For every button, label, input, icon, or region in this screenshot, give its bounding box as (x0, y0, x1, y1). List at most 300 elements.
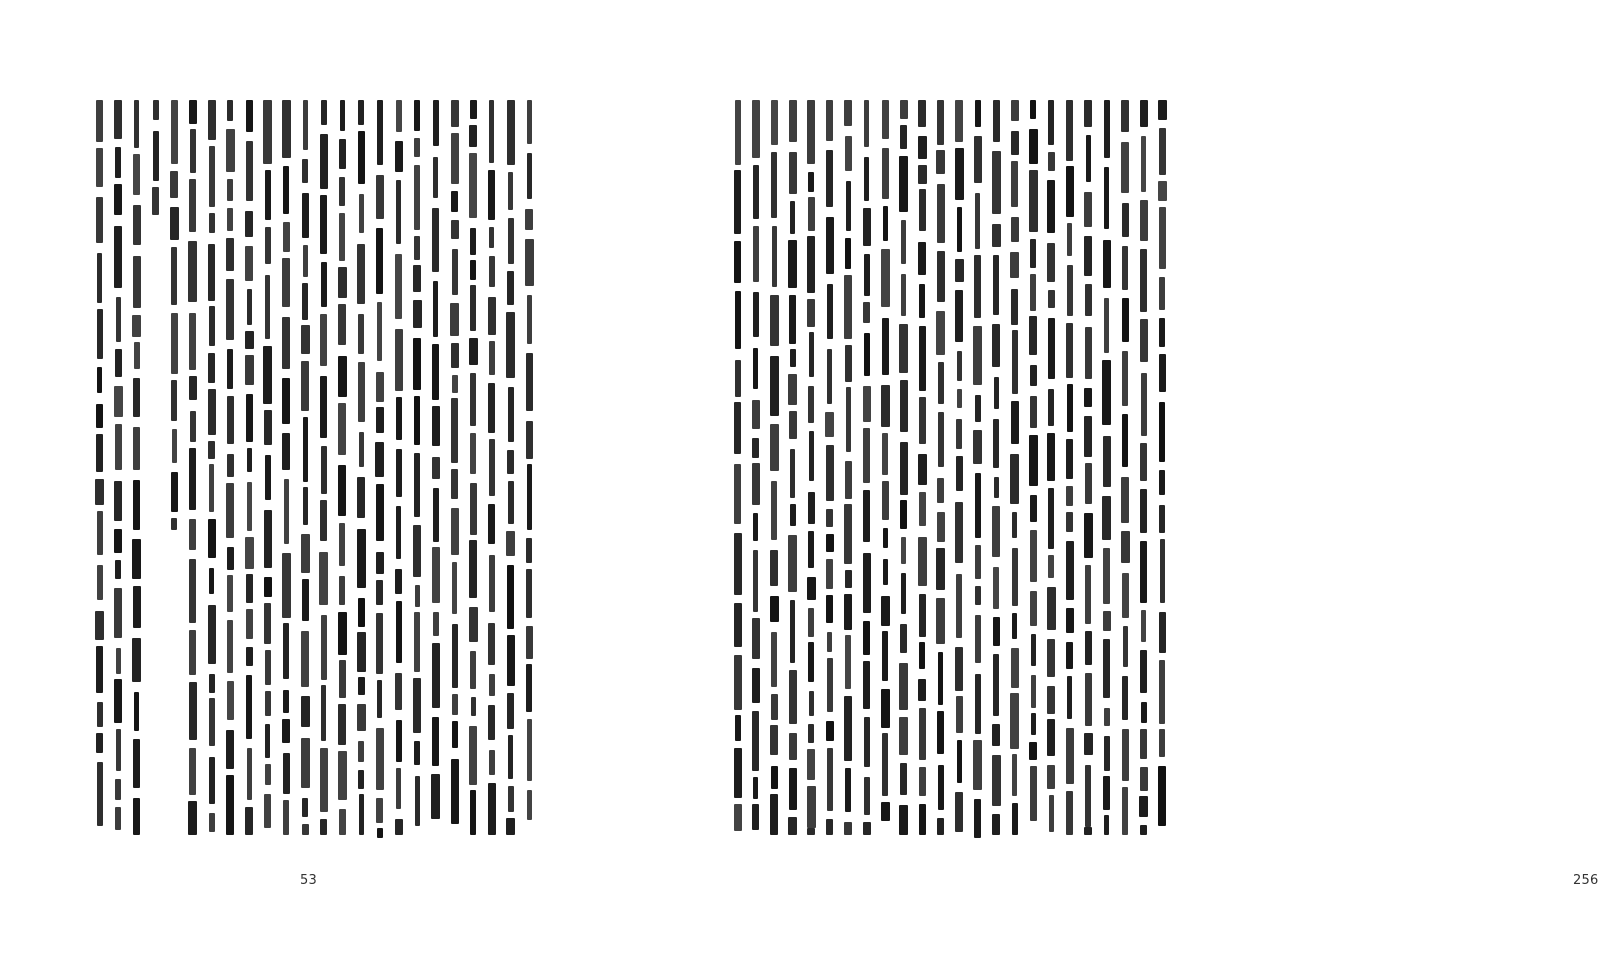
word-glyph (489, 227, 494, 248)
word-glyph (1159, 318, 1165, 347)
text-line (841, 100, 856, 835)
word-glyph (955, 259, 964, 282)
word-glyph (1047, 587, 1056, 630)
word-glyph (114, 529, 122, 553)
word-glyph (395, 254, 402, 319)
word-glyph (882, 148, 889, 199)
word-glyph (527, 719, 532, 781)
word-glyph (770, 725, 778, 755)
text-line (1099, 100, 1114, 835)
word-glyph (937, 478, 944, 503)
word-glyph (1102, 496, 1111, 540)
word-glyph (992, 151, 1001, 214)
word-glyph (376, 175, 384, 219)
word-glyph (1067, 265, 1073, 316)
word-glyph (900, 500, 907, 529)
word-glyph (752, 463, 760, 505)
word-glyph (863, 661, 870, 709)
word-glyph (452, 249, 458, 295)
word-glyph (955, 647, 963, 691)
word-glyph (358, 741, 364, 762)
word-glyph (1048, 318, 1055, 379)
word-glyph (265, 764, 271, 785)
word-glyph (790, 449, 795, 498)
word-glyph (955, 100, 963, 142)
word-glyph (265, 724, 270, 758)
text-line (822, 100, 837, 835)
word-glyph (507, 100, 515, 165)
word-glyph (1047, 639, 1055, 677)
word-glyph (431, 774, 440, 819)
word-glyph (771, 766, 778, 789)
word-glyph (338, 356, 347, 397)
word-glyph (469, 726, 477, 785)
word-glyph (414, 741, 420, 765)
word-glyph (114, 386, 123, 417)
word-glyph (395, 819, 403, 835)
word-glyph (753, 226, 759, 282)
word-glyph (993, 419, 999, 468)
word-glyph (396, 720, 402, 762)
word-glyph (170, 207, 179, 240)
word-glyph (734, 464, 741, 524)
word-glyph (882, 733, 888, 796)
text-line (730, 100, 745, 831)
word-glyph (134, 692, 139, 731)
word-glyph (282, 258, 290, 307)
word-glyph (227, 396, 234, 444)
word-glyph (282, 378, 290, 424)
word-glyph (339, 523, 345, 566)
word-glyph (489, 256, 495, 287)
word-glyph (919, 642, 925, 669)
word-glyph (975, 395, 981, 422)
word-glyph (790, 504, 796, 526)
word-glyph (452, 624, 458, 688)
word-glyph (770, 550, 778, 586)
word-glyph (844, 504, 852, 564)
word-glyph (190, 411, 196, 442)
word-glyph (226, 129, 235, 172)
text-line (503, 100, 518, 835)
word-glyph (918, 100, 926, 127)
word-glyph (753, 513, 758, 541)
word-glyph (489, 674, 495, 696)
word-glyph (1030, 365, 1037, 386)
text-line (785, 100, 800, 835)
word-glyph (807, 299, 815, 327)
word-glyph (377, 302, 382, 361)
word-glyph (1140, 729, 1147, 759)
word-glyph (96, 434, 103, 472)
word-glyph (527, 790, 532, 820)
word-glyph (338, 465, 346, 516)
word-glyph (488, 623, 495, 665)
word-glyph (1084, 416, 1092, 457)
text-line (933, 100, 948, 835)
word-glyph (339, 809, 346, 835)
word-glyph (413, 678, 421, 733)
word-glyph (188, 241, 197, 302)
word-glyph (919, 708, 926, 760)
word-glyph (1141, 702, 1147, 723)
word-glyph (1159, 207, 1166, 269)
word-glyph (1030, 239, 1036, 268)
word-glyph (1085, 327, 1092, 379)
word-glyph (734, 170, 741, 234)
word-glyph (1066, 541, 1074, 600)
word-glyph (208, 519, 216, 558)
word-glyph (282, 100, 291, 158)
word-glyph (488, 504, 495, 544)
word-glyph (357, 704, 366, 731)
word-glyph (264, 794, 271, 828)
word-glyph (956, 696, 963, 733)
left-page (0, 0, 632, 978)
word-glyph (189, 559, 196, 623)
text-line (878, 100, 893, 829)
word-glyph (844, 275, 852, 339)
word-glyph (414, 165, 420, 230)
word-glyph (1121, 477, 1129, 523)
word-glyph (1031, 713, 1036, 735)
word-glyph (974, 255, 981, 318)
word-glyph (413, 300, 422, 328)
word-glyph (283, 623, 289, 679)
word-glyph (302, 159, 308, 183)
word-glyph (208, 244, 215, 301)
word-glyph (338, 704, 346, 745)
word-glyph (752, 100, 760, 158)
text-line (1118, 100, 1133, 835)
word-glyph (1139, 796, 1148, 817)
word-glyph (975, 615, 981, 663)
word-glyph (788, 817, 797, 835)
word-glyph (301, 738, 310, 788)
word-glyph (171, 100, 178, 164)
word-glyph (209, 213, 215, 233)
word-glyph (734, 241, 741, 283)
word-glyph (901, 537, 906, 564)
text-line (242, 100, 257, 835)
word-glyph (263, 346, 272, 404)
word-glyph (1047, 243, 1055, 282)
word-glyph (283, 166, 289, 214)
word-glyph (845, 461, 852, 499)
word-glyph (95, 479, 104, 505)
word-glyph (302, 579, 309, 621)
word-glyph (246, 675, 252, 739)
word-glyph (845, 136, 852, 171)
word-glyph (433, 100, 439, 146)
word-glyph (132, 315, 141, 337)
text-line (223, 100, 238, 835)
word-glyph (358, 362, 365, 422)
word-glyph (826, 721, 834, 741)
word-glyph (1122, 787, 1128, 835)
word-glyph (770, 424, 779, 471)
word-glyph (189, 313, 196, 370)
word-glyph (844, 822, 852, 835)
word-glyph (265, 170, 271, 220)
word-glyph (208, 100, 216, 140)
word-glyph (1122, 414, 1128, 467)
word-glyph (735, 100, 741, 165)
word-glyph (282, 719, 290, 743)
word-glyph (433, 612, 439, 636)
word-glyph (809, 691, 814, 716)
word-glyph (115, 807, 121, 830)
word-glyph (358, 770, 364, 789)
word-glyph (826, 559, 833, 589)
word-glyph (1011, 100, 1019, 121)
word-glyph (1121, 100, 1129, 132)
word-glyph (1103, 776, 1110, 810)
word-glyph (1048, 290, 1055, 308)
word-glyph (752, 711, 759, 771)
word-glyph (245, 331, 254, 349)
text-line (1062, 100, 1077, 835)
word-glyph (1160, 539, 1165, 603)
word-glyph (1123, 626, 1128, 667)
word-glyph (789, 670, 797, 724)
word-glyph (470, 100, 477, 119)
word-glyph (115, 560, 121, 579)
word-glyph (771, 152, 777, 218)
word-glyph (132, 539, 141, 579)
word-glyph (171, 518, 177, 530)
left-page-number: 53 (300, 873, 317, 888)
word-glyph (189, 179, 196, 232)
word-glyph (735, 291, 741, 349)
word-glyph (321, 262, 327, 307)
word-glyph (489, 100, 494, 163)
word-glyph (283, 800, 289, 835)
word-glyph (957, 351, 962, 381)
word-glyph (844, 100, 852, 126)
word-glyph (396, 601, 402, 663)
word-glyph (975, 473, 981, 538)
word-glyph (246, 574, 253, 603)
word-glyph (1029, 129, 1038, 164)
word-glyph (414, 396, 420, 445)
word-glyph (938, 362, 944, 404)
word-glyph (1122, 351, 1128, 406)
word-glyph (955, 290, 963, 342)
word-glyph (396, 506, 401, 559)
word-glyph (357, 244, 365, 304)
word-glyph (919, 594, 926, 637)
word-glyph (470, 228, 476, 255)
word-glyph (96, 197, 103, 243)
word-glyph (414, 100, 420, 131)
word-glyph (789, 295, 796, 344)
word-glyph (303, 245, 308, 277)
word-glyph (1122, 676, 1128, 720)
word-glyph (975, 545, 981, 579)
word-glyph (919, 767, 926, 796)
word-glyph (133, 739, 140, 788)
word-glyph (993, 617, 1000, 646)
word-glyph (1084, 513, 1093, 558)
word-glyph (488, 783, 496, 835)
word-glyph (770, 356, 779, 416)
word-glyph (488, 170, 495, 220)
word-glyph (209, 464, 214, 512)
word-glyph (936, 598, 945, 644)
word-glyph (265, 455, 271, 500)
word-glyph (470, 433, 476, 474)
word-glyph (734, 748, 742, 798)
word-glyph (826, 595, 833, 623)
word-glyph (864, 254, 870, 296)
word-glyph (433, 488, 439, 542)
word-glyph (863, 208, 871, 246)
word-glyph (1084, 236, 1092, 276)
word-glyph (771, 481, 777, 540)
word-glyph (1159, 729, 1165, 757)
word-glyph (116, 648, 121, 674)
word-glyph (1067, 676, 1072, 719)
word-glyph (114, 588, 122, 638)
word-glyph (302, 824, 309, 835)
word-glyph (133, 154, 140, 195)
word-glyph (506, 531, 515, 556)
word-glyph (809, 431, 814, 481)
word-glyph (770, 295, 779, 346)
word-glyph (1030, 766, 1037, 821)
word-glyph (789, 768, 797, 810)
word-glyph (1011, 648, 1019, 688)
word-glyph (376, 798, 383, 823)
word-glyph (845, 345, 852, 382)
word-glyph (451, 343, 459, 368)
word-glyph (790, 201, 795, 234)
word-glyph (413, 265, 421, 292)
word-glyph (526, 421, 533, 459)
word-glyph (827, 632, 832, 652)
word-glyph (377, 100, 383, 165)
word-glyph (432, 457, 440, 479)
word-glyph (938, 765, 944, 810)
word-glyph (469, 540, 477, 598)
word-glyph (339, 660, 346, 698)
text-line (466, 100, 481, 835)
word-glyph (1084, 827, 1092, 835)
word-glyph (918, 454, 927, 485)
word-glyph (1011, 401, 1019, 444)
word-glyph (508, 218, 514, 264)
word-glyph (936, 150, 945, 174)
word-glyph (975, 193, 980, 249)
word-glyph (1085, 463, 1092, 504)
word-glyph (301, 325, 310, 354)
word-glyph (395, 329, 403, 391)
word-glyph (1084, 388, 1092, 407)
word-glyph (209, 698, 215, 746)
word-glyph (771, 100, 778, 145)
word-glyph (433, 157, 438, 198)
word-glyph (789, 411, 797, 439)
word-glyph (114, 226, 122, 288)
word-glyph (1085, 673, 1092, 726)
word-glyph (1104, 167, 1109, 229)
word-glyph (1159, 354, 1166, 392)
word-glyph (1047, 765, 1055, 789)
word-glyph (302, 283, 308, 320)
word-glyph (918, 679, 926, 701)
word-glyph (247, 748, 252, 800)
word-glyph (899, 324, 908, 373)
word-glyph (376, 728, 384, 790)
word-glyph (752, 438, 759, 458)
word-glyph (1104, 736, 1110, 771)
word-glyph (338, 612, 347, 655)
word-glyph (488, 705, 495, 740)
word-glyph (936, 548, 945, 590)
word-glyph (900, 380, 908, 432)
word-glyph (809, 332, 814, 377)
word-glyph (339, 213, 345, 261)
text-line (372, 100, 387, 838)
word-glyph (171, 380, 177, 421)
word-glyph (246, 141, 253, 201)
text-line (410, 100, 425, 833)
word-glyph (489, 439, 495, 496)
word-glyph (807, 786, 816, 828)
text-line (859, 100, 874, 835)
word-glyph (992, 755, 1001, 806)
right-page-text-columns (730, 100, 1170, 840)
word-glyph (1086, 135, 1091, 182)
word-glyph (508, 786, 514, 812)
word-glyph (396, 449, 402, 497)
word-glyph (321, 615, 327, 680)
word-glyph (734, 402, 741, 454)
text-line (522, 100, 537, 830)
word-glyph (209, 813, 215, 832)
word-glyph (152, 187, 159, 215)
word-glyph (301, 696, 310, 727)
word-glyph (919, 804, 926, 835)
word-glyph (264, 577, 272, 597)
word-glyph (170, 171, 178, 198)
word-glyph (864, 100, 869, 147)
word-glyph (246, 647, 253, 666)
word-glyph (901, 220, 906, 264)
word-glyph (134, 100, 139, 148)
word-glyph (807, 100, 815, 164)
word-glyph (900, 442, 908, 495)
word-glyph (526, 538, 532, 563)
word-glyph (376, 407, 384, 433)
word-glyph (357, 632, 366, 672)
word-glyph (116, 729, 121, 771)
text-line (952, 100, 967, 832)
word-glyph (470, 651, 476, 689)
word-glyph (1012, 548, 1018, 606)
word-glyph (882, 100, 889, 139)
word-glyph (96, 733, 103, 753)
word-glyph (97, 253, 102, 303)
word-glyph (320, 314, 327, 366)
word-glyph (508, 481, 514, 524)
word-glyph (525, 209, 533, 230)
word-glyph (753, 165, 759, 219)
word-glyph (507, 271, 514, 305)
word-glyph (469, 607, 478, 642)
word-glyph (808, 386, 814, 423)
